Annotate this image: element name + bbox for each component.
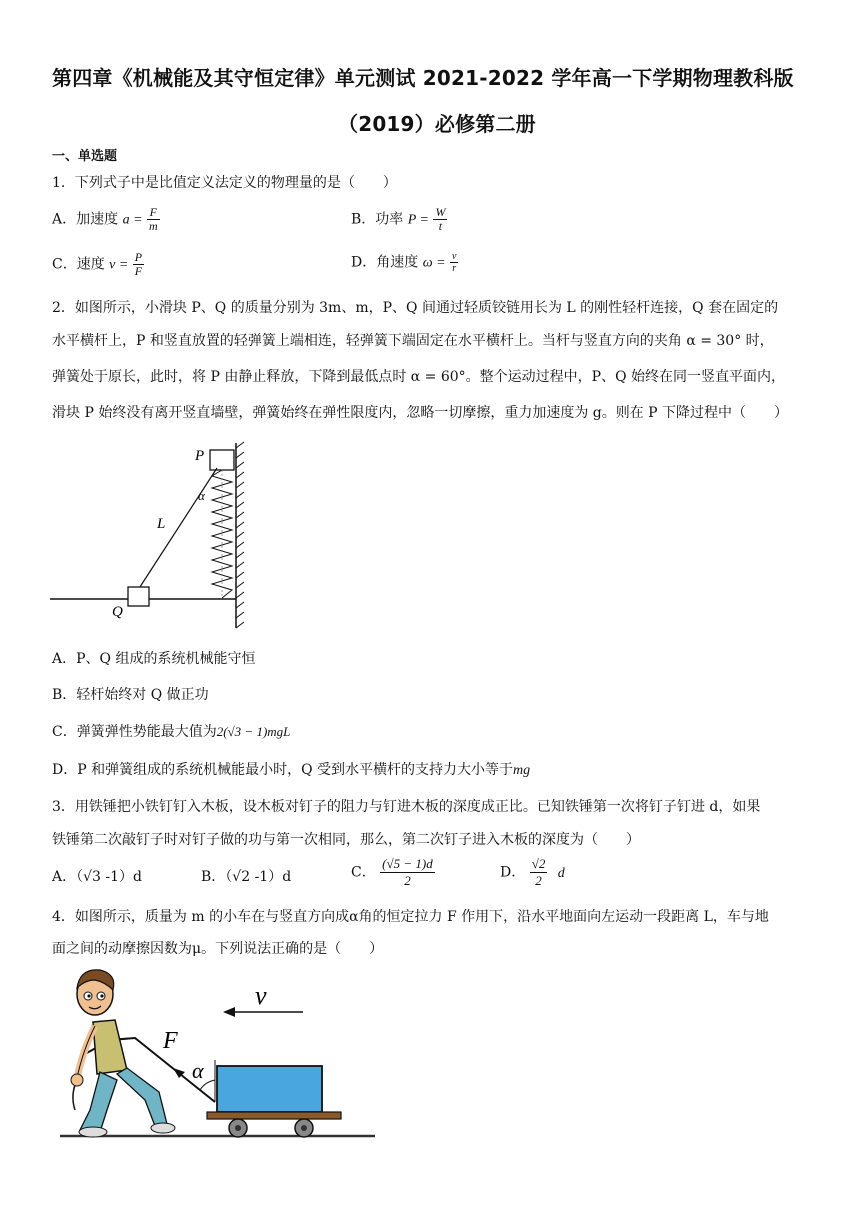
q2-option-d: D．P 和弹簧组成的系统机械能最小时，Q 受到水平横杆的支持力大小等于mg (52, 762, 531, 778)
q1-option-b: B．功率 P = $\frac{W}{t}$ (351, 205, 446, 233)
q2-line1: 2．如图所示，小滑块 P、Q 的质量分别为 3m、m，P、Q 间通过轻质铰链用长为 L 的刚性轻杆连接，Q 套在固定的 (52, 300, 779, 316)
fig-label-l: L (157, 516, 166, 532)
q3-option-d: D． $\frac{√2}{2}$ d (500, 856, 565, 888)
q2-option-a: A．P、Q 组成的系统机械能守恒 (52, 651, 256, 667)
q3-line1: 3．用铁锤把小铁钉钉入木板，设木板对钉子的阻力与钉进木板的深度成正比。已知铁锤第一次将钉子钉进 d，如果 (52, 799, 761, 815)
fig-label-alpha: α (192, 1058, 204, 1083)
q1-option-c: C．速度 v = $\frac{P}{F}$ (52, 250, 143, 278)
q4-line2: 面之间的动摩擦因数为μ。下列说法正确的是（ ） (52, 941, 384, 957)
q2-spring-rod-figure (50, 438, 250, 633)
q3-option-c: C． $\frac{(√5 - 1)d}{2}$ (351, 856, 433, 888)
q3-option-b: B．（√2 -1）d (201, 869, 292, 885)
q2-line2: 水平横杆上，P 和竖直放置的轻弹簧上端相连，轻弹簧下端固定在水平横杆上。当杆与竖直方向的夹角 α = 30° 时， (52, 333, 774, 349)
page-title-line1: 第四章《机械能及其守恒定律》单元测试 2021-2022 学年高一下学期物理教科版 (52, 66, 794, 90)
q4-cart-figure (55, 960, 385, 1145)
fig-label-f: F (163, 1028, 178, 1054)
q2-option-b: B．轻杆始终对 Q 做正功 (52, 687, 209, 703)
q1-stem: 1．下列式子中是比值定义法定义的物理量的是（ ） (52, 175, 397, 191)
q1-option-d: D．角速度 ω = $\frac{v}{r}$ (351, 251, 457, 274)
fig-label-alpha: α (198, 488, 205, 503)
fig-label-q: Q (112, 604, 123, 620)
fig-label-p: P (195, 448, 205, 464)
fig-label-v: v (255, 981, 267, 1010)
q2-line3: 弹簧处于原长，此时，将 P 由静止释放，下降到最低点时 α = 60°。整个运动过程中，P、Q 始终在同一竖直平面内， (52, 369, 786, 385)
q2-option-c: C．弹簧弹性势能最大值为2(√3 − 1)mgL (52, 724, 291, 740)
q3-line2: 铁锤第二次敲钉子时对钉子做的功与第一次相同，那么，第二次钉子进入木板的深度为（ ） (52, 832, 640, 848)
q2-line4: 滑块 P 始终没有离开竖直墙壁，弹簧始终在弹性限度内，忽略一切摩擦，重力加速度为 g。则在 P 下降过程中（ ） (52, 405, 789, 421)
page-title-line2: （2019）必修第二册 (338, 112, 536, 136)
section-heading: 一、单选题 (52, 149, 118, 164)
q4-line1: 4．如图所示，质量为 m 的小车在与竖直方向成α角的恒定拉力 F 作用下，沿水平地面向左运动一段距离 L，车与地 (52, 909, 769, 925)
q1-option-a: A．加速度 a = $\frac{F}{m}$ (52, 205, 158, 233)
q3-option-a: A．（√3 -1）d (52, 869, 142, 885)
